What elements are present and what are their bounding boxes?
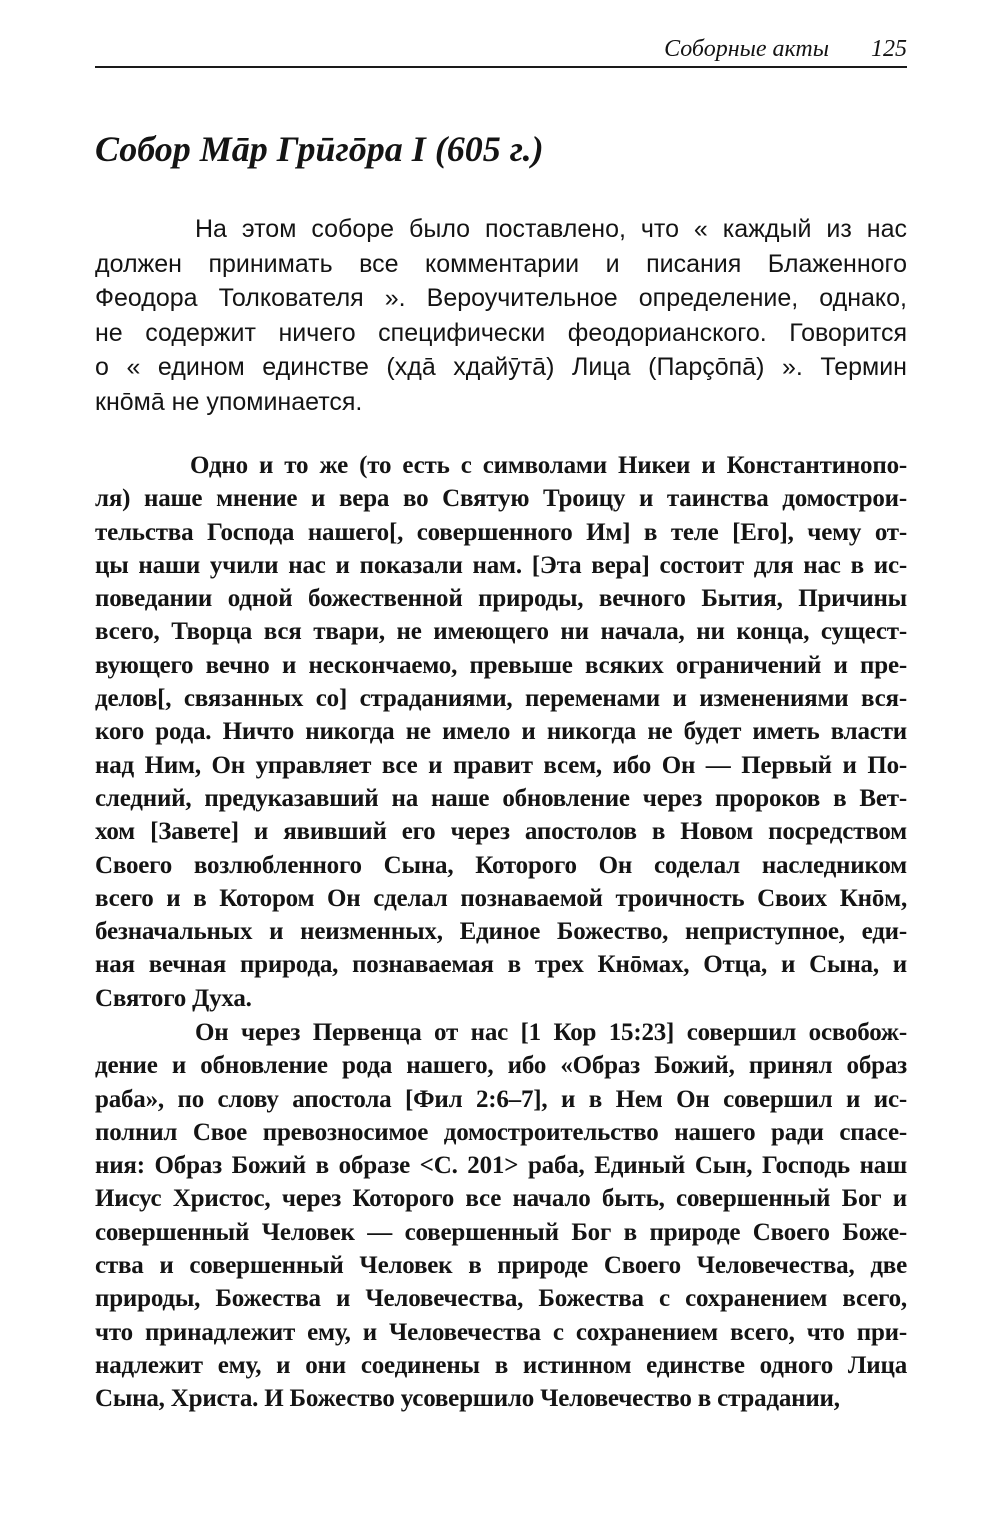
page-number: 125: [871, 36, 907, 62]
text-line: должен принимать все комментарии и писания Блаженного: [95, 249, 907, 278]
text-line: тельства Господа нашего[, совершенного Им] в теле [Его], чему от-: [95, 518, 907, 546]
text-line: совершенный Человек — совершенный Бог в природе Своего Боже-: [95, 1218, 907, 1246]
text-line: Одно и то же (то есть с символами Никеи и Константинопо-: [190, 452, 907, 479]
text-line: не содержит ничего специфически феодорианского. Говорится: [95, 318, 907, 347]
text-line: ная вечная природа, познаваемая в трех Кнōмах, Отца, и Сына, и: [95, 951, 907, 979]
text-line: ля) наше мнение и вера во Святую Троицу и таинства домострои-: [95, 485, 907, 513]
text-line: всего, Творца вся твари, не имеющего ни начала, ни конца, сущест-: [95, 618, 907, 646]
council-text-paragraph-2: [95, 1016, 907, 1416]
council-text-paragraph-1: [95, 449, 907, 1015]
text-line: делов[, связанных со] страданиями, переменами и изменениями вся-: [95, 685, 907, 713]
text-line: раба», по слову апостола [Фил 2:6–7], и в Нем Он совершил и ис-: [95, 1085, 907, 1113]
text-line: кнōмā не упоминается.: [95, 387, 363, 416]
text-line: цы наши учили нас и показали нам. [Эта вера] состоит для нас в ис-: [95, 551, 907, 579]
text-line: поведании одной божественной природы, вечного Бытия, Причины: [95, 585, 907, 613]
text-line: Феодора Толкователя ». Вероучительное определение, однако,: [95, 284, 907, 313]
text-line: На этом соборе было поставлено, что « каждый из нас: [195, 215, 907, 243]
intro-paragraph: [95, 212, 907, 420]
text-line: вующего вечно и нескончаемо, превыше всяких ограничений и пре-: [95, 651, 907, 679]
text-line: Сына, Христа. И Божество усовершило Человечество в страдании,: [95, 1385, 840, 1413]
text-line: над Ним, Он управляет все и правит всем, ибо Он — Первый и По-: [95, 751, 907, 779]
text-line: безначальных и неизменных, Единое Божество, неприступное, еди-: [95, 918, 907, 946]
text-line: Своего возлюбленного Сына, Которого Он соделал наследником: [95, 851, 907, 879]
text-line: что принадлежит ему, и Человечества с сохранением всего, что при-: [95, 1318, 907, 1346]
running-title: Соборные акты: [664, 36, 829, 62]
text-line: следний, предуказавший на наше обновление через пророков в Вет-: [95, 784, 907, 812]
running-header: [95, 34, 907, 68]
text-line: кого рода. Ничто никогда не имело и никогда не будет иметь власти: [95, 718, 907, 746]
text-line: Он через Первенца от нас [1 Кор 15:23] совершил освобож-: [195, 1019, 907, 1046]
text-line: Иисус Христос, через Которого все начало быть, совершенный Бог и: [95, 1185, 907, 1213]
text-line: дение и обновление рода нашего, ибо «Образ Божий, принял образ: [95, 1052, 907, 1080]
text-line: полнил Свое превозносимое домостроительство нашего ради спасе-: [95, 1118, 907, 1146]
text-line: хом [Завете] и явивший его через апостолов в Новом посредством: [95, 818, 907, 846]
text-line: природы, Божества и Человечества, Божества с сохранением всего,: [95, 1285, 907, 1313]
text-line: о « едином единстве (хдā хдайӯтā) Лица (Парçōпā) ». Термин: [95, 353, 907, 382]
text-line: ства и совершенный Человек в природе Своего Человечества, две: [95, 1252, 907, 1280]
text-line: всего и в Котором Он сделал познаваемой троичность Своих Кнōм,: [95, 884, 907, 912]
text-line: надлежит ему, и они соединены в истинном единстве одного Лица: [95, 1351, 907, 1379]
text-line: ния: Образ Божий в образе <С. 201> раба, Единый Сын, Господь наш: [95, 1152, 907, 1180]
text-line: Святого Духа.: [95, 984, 252, 1012]
section-heading: Собор Мāр Грūгōра I (605 г.): [95, 129, 544, 169]
